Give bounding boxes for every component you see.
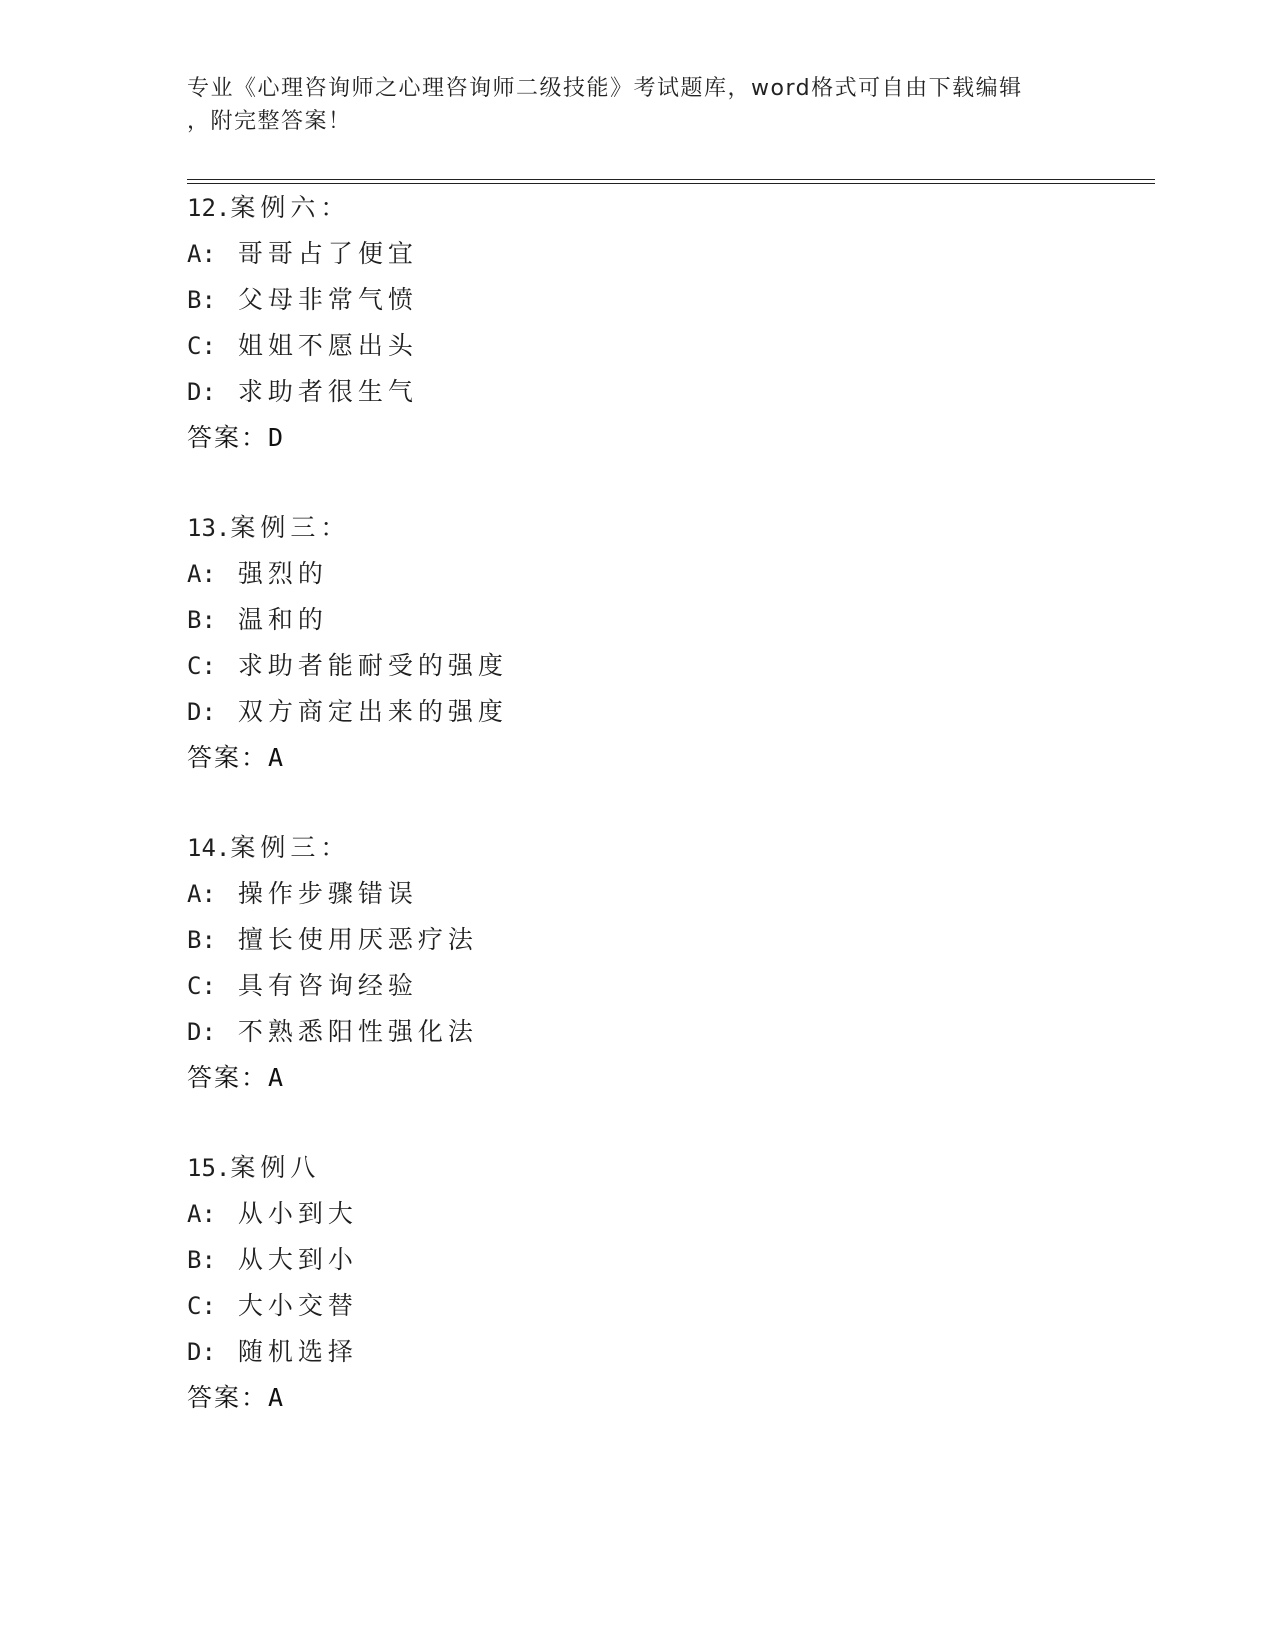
answer-label: 答案： [187,1383,269,1412]
option-label: D: [187,378,216,406]
question-number: 13. [187,514,231,542]
option-d [187,1009,1087,1055]
option-text: 求助者很生气 [237,377,418,406]
option-text: 强烈的 [237,559,328,588]
option-c [187,1283,1087,1329]
option-text: 哥哥占了便宜 [237,239,418,268]
option-label: C: [187,1292,216,1320]
option-label: D: [187,1338,216,1366]
option-label: C: [187,652,216,680]
option-text: 从大到小 [237,1245,358,1274]
option-label: D: [187,698,216,726]
option-text: 随机选择 [237,1337,358,1366]
document-header [187,72,1087,138]
answer-value: A [268,1383,284,1412]
option-b [187,597,1087,643]
option-d [187,689,1087,735]
option-c [187,963,1087,1009]
answer-line [187,1055,1087,1101]
question-number: 12. [187,194,231,222]
option-label: B: [187,606,216,634]
option-text: 大小交替 [237,1291,358,1320]
header-divider [187,179,1155,184]
option-text: 操作步骤错误 [237,879,418,908]
option-label: B: [187,1246,216,1274]
option-label: C: [187,332,216,360]
option-label: A: [187,560,216,588]
option-text: 具有咨询经验 [237,971,418,1000]
option-b [187,277,1087,323]
option-b [187,917,1087,963]
option-label: C: [187,972,216,1000]
option-text: 温和的 [237,605,328,634]
answer-value: A [268,1063,284,1092]
header-line-1: 专业《心理咨询师之心理咨询师二级技能》考试题库，word格式可自由下载编辑 [187,76,1023,101]
question-number: 15. [187,1154,231,1182]
answer-line [187,415,1087,461]
question-text: 案例三： [230,833,351,862]
answer-value: D [268,423,284,452]
answer-label: 答案： [187,743,269,772]
option-b [187,1237,1087,1283]
question-title [187,1145,1087,1191]
question-15 [187,1145,1087,1421]
option-text: 父母非常气愤 [237,285,418,314]
option-d [187,369,1087,415]
question-text: 案例六： [230,193,351,222]
question-title [187,505,1087,551]
question-12 [187,185,1087,461]
option-text: 求助者能耐受的强度 [237,651,508,680]
answer-value: A [268,743,284,772]
answer-line [187,735,1087,781]
option-label: A: [187,1200,216,1228]
option-label: A: [187,240,216,268]
option-c [187,643,1087,689]
option-label: A: [187,880,216,908]
option-text: 姐姐不愿出头 [237,331,418,360]
option-label: D: [187,1018,216,1046]
option-text: 擅长使用厌恶疗法 [237,925,478,954]
answer-label: 答案： [187,423,269,452]
option-text: 从小到大 [237,1199,358,1228]
option-label: B: [187,926,216,954]
question-text: 案例三： [230,513,351,542]
option-text: 双方商定出来的强度 [237,697,508,726]
question-number: 14. [187,834,231,862]
answer-label: 答案： [187,1063,269,1092]
option-c [187,323,1087,369]
header-line-2: ，附完整答案！ [187,109,352,134]
option-a [187,1191,1087,1237]
option-label: B: [187,286,216,314]
option-text: 不熟悉阳性强化法 [237,1017,478,1046]
question-title [187,185,1087,231]
question-text: 案例八 [230,1153,321,1182]
answer-line [187,1375,1087,1421]
option-a [187,231,1087,277]
question-title [187,825,1087,871]
question-13 [187,505,1087,781]
option-a [187,551,1087,597]
option-a [187,871,1087,917]
option-d [187,1329,1087,1375]
question-14 [187,825,1087,1101]
